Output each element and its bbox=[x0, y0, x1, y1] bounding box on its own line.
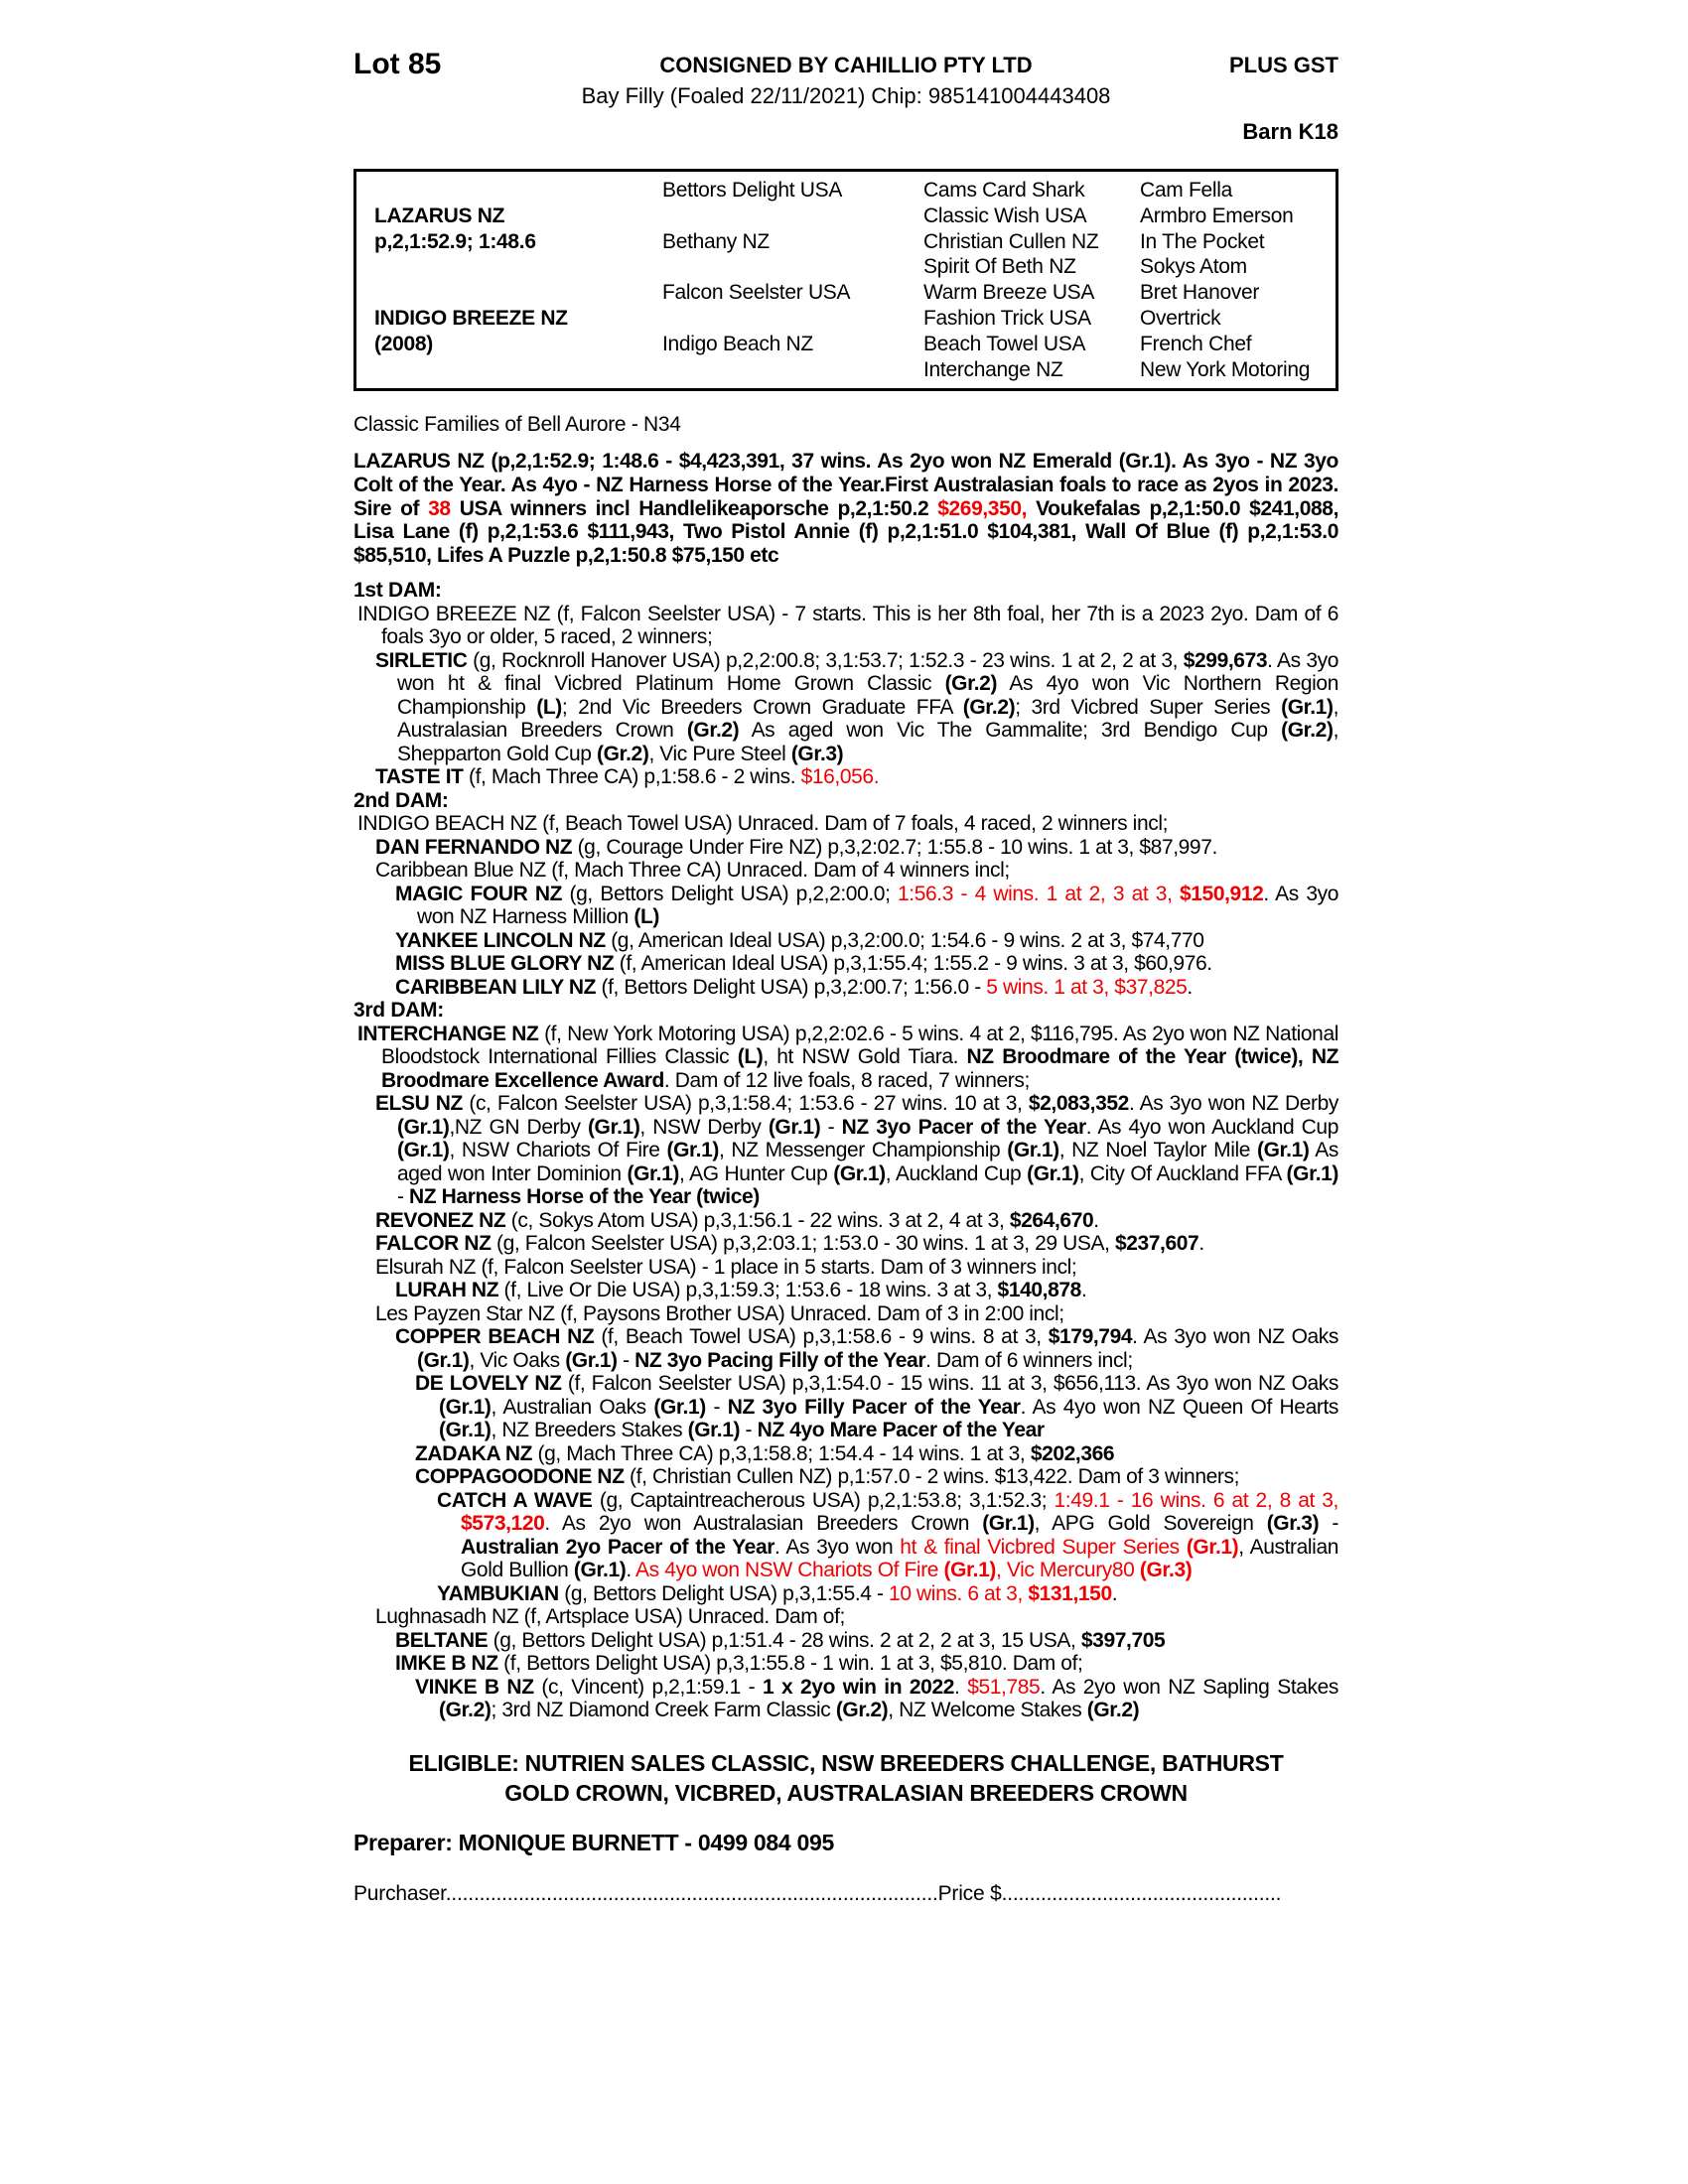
text-run: (Gr.1) bbox=[687, 1419, 741, 1442]
pedigree-cell-gp: Warm Breeze USA bbox=[923, 281, 1095, 305]
text-run: As aged won Inter Dominion bbox=[397, 1139, 1339, 1185]
preparer-line: Preparer: MONIQUE BURNETT - 0499 084 095 bbox=[353, 1829, 834, 1855]
pedigree-line bbox=[353, 1629, 1338, 1653]
text-run: - bbox=[705, 1395, 728, 1419]
dam-heading: 2nd DAM: bbox=[353, 788, 449, 812]
sire-summary bbox=[353, 450, 1338, 567]
text-run: $51,785 bbox=[967, 1675, 1041, 1699]
text-run: $202,366 bbox=[1030, 1441, 1115, 1465]
text-run: (f, New York Motoring USA) p,2,2:02.6 - 5 wins. 4 at 2, $116,795. As 2yo won NZ National Bloodstock International Fillies Classic bbox=[381, 1022, 1339, 1069]
text-run: (Gr.1) bbox=[587, 1115, 640, 1139]
text-run: (Gr.1) bbox=[1027, 1161, 1079, 1185]
text-run: 1 x 2yo win in 2022 bbox=[762, 1675, 955, 1699]
pedigree-line bbox=[353, 976, 1338, 1000]
text-run: (L) bbox=[633, 905, 659, 929]
text-run: (Gr.1) bbox=[768, 1115, 821, 1139]
text-run: As 4yo won Vic Northern Region Championship bbox=[397, 672, 1338, 719]
text-run: IMKE B NZ bbox=[395, 1652, 498, 1676]
text-run: (f, Beach Towel USA) p,3,1:58.6 - 9 wins. 8 at 3, bbox=[594, 1325, 1049, 1349]
text-run: (Gr.2) bbox=[1281, 719, 1334, 743]
text-run: (c, Sokys Atom USA) p,3,1:56.1 - 22 wins. 3 at 2, 4 at 3, bbox=[505, 1208, 1010, 1232]
pedigree-line bbox=[353, 649, 1338, 766]
text-run: . As 3yo won bbox=[774, 1535, 901, 1559]
text-run: . Dam of 12 live foals, 8 raced, 7 winners; bbox=[663, 1068, 1030, 1092]
text-run: . bbox=[1111, 1581, 1118, 1605]
pedigree-line bbox=[353, 1302, 1338, 1326]
text-run: $16,056. bbox=[800, 765, 880, 789]
pedigree-line bbox=[353, 952, 1338, 976]
text-run: ; 3rd NZ Diamond Creek Farm Classic bbox=[491, 1699, 836, 1722]
text-run: Voukefalas p,2,1:50.0 $241,088, Lisa Lane (f) p,2,1:53.6 $111,943, Two Pistol Annie (f) p,2,1:51.0 $104,381, Wall Of Blue (f) p,2,1:53.0 $85,510, Lifes A Puzzle p,2,1:50.8 $75,150 etc bbox=[353, 496, 1338, 567]
text-run: YANKEE LINCOLN NZ bbox=[395, 928, 606, 952]
text-run: Elsurah NZ (f, Falcon Seelster USA) - 1 place in 5 starts. Dam of 3 winners incl; bbox=[375, 1255, 1077, 1279]
text-run: $2,083,352 bbox=[1028, 1092, 1129, 1116]
text-run: , Australian Oaks bbox=[491, 1395, 654, 1419]
dam-name: INDIGO BREEZE NZ bbox=[374, 306, 568, 330]
text-run: (Gr.1) bbox=[1286, 1161, 1338, 1185]
text-run: . As 3yo won NZ Harness Million bbox=[417, 882, 1339, 929]
consignor-line: CONSIGNED BY CAHILLIO PTY LTD bbox=[659, 53, 1033, 77]
text-run: (Gr.3) bbox=[1139, 1559, 1193, 1582]
text-run: (Gr.2) bbox=[835, 1699, 889, 1722]
text-run: , NZ Breeders Stakes bbox=[491, 1419, 688, 1442]
text-run: Australian 2yo Pacer of the Year bbox=[461, 1535, 775, 1559]
text-run: , Australian Gold Bullion bbox=[461, 1535, 1339, 1582]
text-run: 10 wins. 6 at 3, bbox=[889, 1581, 1029, 1605]
price-label: Price $ bbox=[937, 1881, 1002, 1905]
text-run: (g, Mach Three CA) p,3,1:58.8; 1:54.4 - 14 wins. 1 at 3, bbox=[532, 1441, 1031, 1465]
text-run: (Gr.1) bbox=[653, 1395, 706, 1419]
text-run: , NSW Chariots Of Fire bbox=[449, 1139, 667, 1162]
text-run: $299,673 bbox=[1183, 648, 1268, 672]
text-run: ELSU NZ bbox=[375, 1092, 463, 1116]
pedigree-cell-gp: Christian Cullen NZ bbox=[923, 229, 1099, 253]
text-run: LURAH NZ bbox=[395, 1279, 499, 1302]
text-run: . bbox=[626, 1559, 636, 1582]
text-run: INDIGO BEACH NZ (f, Beach Towel USA) Unraced. Dam of 7 foals, 4 raced, 2 winners incl; bbox=[357, 812, 1169, 836]
text-run: ; 2nd Vic Breeders Crown Graduate FFA bbox=[561, 695, 963, 719]
text-run: (g, Courage Under Fire NZ) p,3,2:02.7; 1:55.8 - 10 wins. 1 at 3, $87,997. bbox=[572, 835, 1217, 859]
text-run: . bbox=[1187, 975, 1193, 999]
header-center bbox=[353, 40, 1338, 109]
text-run: (f, American Ideal USA) p,3,1:55.4; 1:55.2 - 9 wins. 3 at 3, $60,976. bbox=[614, 952, 1212, 976]
text-run: (Gr.1) bbox=[833, 1161, 886, 1185]
text-run: (f, Live Or Die USA) p,3,1:59.3; 1:53.6 - 18 wins. 3 at 3, bbox=[498, 1279, 998, 1302]
text-run: (g, American Ideal USA) p,3,2:00.0; 1:54.6 - 9 wins. 2 at 3, $74,770 bbox=[605, 928, 1204, 952]
pedigree-line bbox=[353, 1676, 1338, 1722]
dam-heading: 3rd DAM: bbox=[353, 999, 444, 1023]
pedigree-cell-ggp: New York Motoring bbox=[1140, 357, 1311, 381]
barn-number: Barn K18 bbox=[1242, 119, 1338, 144]
text-run: (f, Christian Cullen NZ) p,1:57.0 - 2 wins. $13,422. Dam of 3 winners; bbox=[624, 1465, 1240, 1489]
text-run: (Gr.1) bbox=[1281, 695, 1334, 719]
page-header bbox=[353, 40, 1338, 161]
pedigree-line bbox=[353, 1465, 1338, 1489]
text-run: YAMBUKIAN bbox=[437, 1581, 559, 1605]
text-run: - bbox=[820, 1115, 842, 1139]
text-run: $573,120 bbox=[461, 1512, 545, 1536]
text-run: (Gr.2) bbox=[439, 1699, 492, 1722]
text-run: ht & final Vicbred Super Series bbox=[900, 1535, 1187, 1559]
text-run: NZ Harness Horse of the Year (twice) bbox=[409, 1185, 760, 1209]
pedigree-cell-gp: Interchange NZ bbox=[923, 357, 1063, 381]
text-run: (g, Rocknroll Hanover USA) p,2,2:00.8; 3,1:53.7; 1:52.3 - 23 wins. 1 at 2, 2 at 3, bbox=[467, 648, 1184, 672]
text-run: (Gr.1) bbox=[439, 1419, 492, 1442]
text-run: 1:56.3 - 4 wins. 1 at 2, 3 at 3, bbox=[898, 882, 1180, 905]
pedigree-cell-sire-dam: Bethany NZ bbox=[662, 229, 770, 253]
text-run: . bbox=[1198, 1232, 1204, 1256]
text-run: . bbox=[954, 1675, 968, 1699]
pedigree-line bbox=[353, 1582, 1338, 1606]
pedigree-cell-ggp: In The Pocket bbox=[1140, 229, 1265, 253]
text-run: MISS BLUE GLORY NZ bbox=[395, 952, 615, 976]
pedigree-line bbox=[353, 765, 1338, 789]
catalog-page bbox=[353, 40, 1338, 1906]
text-run: (Gr.2) bbox=[1086, 1699, 1140, 1722]
text-run: NZ 3yo Pacer of the Year bbox=[841, 1115, 1086, 1139]
text-run: , NZ Welcome Stakes bbox=[888, 1699, 1087, 1722]
text-run: , Vic Pure Steel bbox=[648, 742, 791, 765]
pedigree-cell-gp: Spirit Of Beth NZ bbox=[923, 255, 1076, 279]
text-run: , NSW Derby bbox=[639, 1115, 769, 1139]
text-run: (f, Bettors Delight USA) p,3,1:55.8 - 1 win. 1 at 3, $5,810. Dam of; bbox=[497, 1652, 1083, 1676]
text-run: (Gr.1) bbox=[573, 1559, 627, 1582]
text-run: (c, Falcon Seelster USA) p,3,1:58.4; 1:53.6 - 27 wins. 10 at 3, bbox=[462, 1092, 1029, 1116]
text-run: . As 3yo won NZ Derby bbox=[1128, 1092, 1338, 1116]
pedigree-line bbox=[353, 1279, 1338, 1302]
text-run: . bbox=[1080, 1279, 1087, 1302]
text-run: , Shepparton Gold Cup bbox=[397, 719, 1338, 765]
text-run: (Gr.1) bbox=[943, 1559, 996, 1582]
text-run: DAN FERNANDO NZ bbox=[375, 835, 573, 859]
text-run: USA winners incl Handlelikeaporsche p,2,1:50.2 bbox=[450, 496, 938, 520]
pedigree-line bbox=[353, 1256, 1338, 1280]
text-run: . As 3yo won ht & final Vicbred Platinum Home Grown Classic bbox=[397, 648, 1338, 696]
text-run: COPPER BEACH NZ bbox=[395, 1325, 595, 1349]
classic-family-note: Classic Families of Bell Aurore - N34 bbox=[353, 413, 681, 437]
pedigree-cell-ggp: Armbro Emerson bbox=[1140, 204, 1294, 227]
lot-number: Lot 85 bbox=[353, 48, 442, 80]
price-dotted-leader: .................................................. bbox=[1001, 1881, 1282, 1905]
pedigree-line bbox=[353, 1023, 1338, 1093]
text-run: - bbox=[397, 1185, 410, 1209]
plus-gst-label: PLUS GST bbox=[1228, 53, 1338, 77]
dam-sections bbox=[353, 579, 1338, 1722]
text-run: NZ 4yo Mare Pacer of the Year bbox=[757, 1419, 1045, 1442]
text-run: As aged won Vic The Gammalite; 3rd Bendigo Cup bbox=[739, 719, 1282, 743]
text-run: (Gr.1) bbox=[397, 1115, 450, 1139]
pedigree-table bbox=[353, 169, 1338, 391]
text-run: INTERCHANGE NZ bbox=[357, 1022, 539, 1045]
text-run: ; 3rd Vicbred Super Series bbox=[1015, 695, 1282, 719]
text-run: , AG Hunter Cup bbox=[678, 1161, 834, 1185]
text-run: , Vic Oaks bbox=[469, 1348, 566, 1372]
pedigree-line bbox=[353, 1652, 1338, 1676]
text-run: NZ Broodmare of the Year (twice), NZ Broodmare Excellence Award bbox=[381, 1045, 1339, 1092]
text-run: . As 4yo won Auckland Cup bbox=[1085, 1115, 1338, 1139]
text-run: , Australasian Breeders Crown bbox=[397, 695, 1338, 743]
text-run: (g, Bettors Delight USA) p,3,1:55.4 - bbox=[558, 1581, 890, 1605]
text-run: . bbox=[1093, 1208, 1099, 1232]
text-run: $131,150 bbox=[1028, 1581, 1112, 1605]
text-run: , NZ Messenger Championship bbox=[718, 1139, 1008, 1162]
pedigree-line bbox=[353, 929, 1338, 953]
text-run: NZ 3yo Pacing Filly of the Year bbox=[634, 1348, 926, 1372]
text-run: BELTANE bbox=[395, 1628, 489, 1652]
text-run: (g, Falcon Seelster USA) p,3,2:03.1; 1:53.0 - 30 wins. 1 at 3, 29 USA, bbox=[491, 1232, 1115, 1256]
text-run: VINKE B NZ bbox=[415, 1675, 534, 1699]
text-run: $140,878 bbox=[997, 1279, 1081, 1302]
pedigree-line bbox=[353, 859, 1338, 883]
text-run: , City Of Auckland FFA bbox=[1078, 1161, 1287, 1185]
pedigree-line bbox=[353, 1489, 1338, 1582]
text-run: MAGIC FOUR NZ bbox=[395, 882, 563, 905]
text-run: . Dam of 6 winners incl; bbox=[925, 1348, 1133, 1372]
dam-foaling-year: (2008) bbox=[374, 332, 433, 355]
text-run: REVONEZ NZ bbox=[375, 1208, 506, 1232]
pedigree-line bbox=[353, 1209, 1338, 1233]
text-run: 38 bbox=[428, 496, 451, 520]
text-run: (Gr.1) bbox=[439, 1395, 492, 1419]
text-run: (f, Bettors Delight USA) p,3,2:00.7; 1:56.0 - bbox=[596, 975, 987, 999]
text-run: ,NZ GN Derby bbox=[449, 1115, 588, 1139]
text-run: - bbox=[617, 1348, 635, 1372]
dam-heading: 1st DAM: bbox=[353, 579, 442, 603]
text-run: (Gr.1) bbox=[1007, 1139, 1059, 1162]
text-run: CATCH A WAVE bbox=[437, 1488, 593, 1512]
pedigree-cell-gp: Classic Wish USA bbox=[923, 204, 1087, 227]
purchaser-label: Purchaser bbox=[353, 1881, 446, 1905]
text-run: (Gr.3) bbox=[790, 742, 844, 765]
text-run: . As 2yo won Australasian Breeders Crown bbox=[544, 1512, 983, 1536]
text-run: , Auckland Cup bbox=[885, 1161, 1028, 1185]
text-run: TASTE IT bbox=[375, 765, 464, 789]
eligibility-note bbox=[353, 1748, 1338, 1808]
pedigree-line bbox=[353, 836, 1338, 860]
pedigree-cell-dam-dam: Indigo Beach NZ bbox=[662, 332, 813, 355]
text-run: (Gr.1) bbox=[417, 1348, 470, 1372]
text-run: ZADAKA NZ bbox=[415, 1441, 533, 1465]
text-run: (Gr.1) bbox=[1186, 1535, 1239, 1559]
pedigree-cell-sire-sire: Bettors Delight USA bbox=[662, 179, 843, 202]
text-run: $264,670 bbox=[1009, 1208, 1094, 1232]
text-run: (L) bbox=[737, 1045, 764, 1069]
text-run: (c, Vincent) p,2,1:59.1 - bbox=[533, 1675, 763, 1699]
text-run: . As 2yo won NZ Sapling Stakes bbox=[1040, 1675, 1339, 1699]
pedigree-cell-gp: Fashion Trick USA bbox=[923, 306, 1091, 330]
pedigree-cell-gp: Cams Card Shark bbox=[923, 179, 1085, 202]
pedigree-cell-ggp: Cam Fella bbox=[1140, 179, 1232, 202]
pedigree-line bbox=[353, 1372, 1338, 1442]
pedigree-line bbox=[353, 603, 1338, 649]
purchaser-dotted-leader: ........................................................................................ bbox=[445, 1881, 938, 1905]
text-run: (Gr.1) bbox=[982, 1512, 1035, 1536]
text-run: Les Payzen Star NZ (f, Paysons Brother USA) Unraced. Dam of 3 in 2:00 incl; bbox=[375, 1301, 1064, 1325]
purchaser-price-line bbox=[353, 1882, 1338, 1906]
sire-name: LAZARUS NZ bbox=[374, 204, 505, 227]
text-run: , Vic Mercury80 bbox=[995, 1559, 1140, 1582]
text-run: (Gr.2) bbox=[596, 742, 649, 765]
text-run: SIRLETIC bbox=[375, 648, 468, 672]
text-run: Caribbean Blue NZ (f, Mach Three CA) Unraced. Dam of 4 winners incl; bbox=[375, 859, 1010, 883]
pedigree-cell-dam-sire: Falcon Seelster USA bbox=[662, 281, 851, 305]
text-run: $397,705 bbox=[1080, 1628, 1166, 1652]
text-run: CARIBBEAN LILY NZ bbox=[395, 975, 597, 999]
pedigree-line bbox=[353, 1325, 1338, 1372]
text-run: - bbox=[740, 1419, 758, 1442]
horse-description: Bay Filly (Foaled 22/11/2021) Chip: 985141004443408 bbox=[581, 83, 1111, 108]
text-run: (Gr.2) bbox=[962, 695, 1016, 719]
pedigree-cell-gp: Beach Towel USA bbox=[923, 332, 1086, 355]
text-run: Lughnasadh NZ (f, Artsplace USA) Unraced. Dam of; bbox=[375, 1605, 845, 1629]
text-run: (Gr.3) bbox=[1266, 1512, 1320, 1536]
text-run: . As 4yo won NZ Queen Of Hearts bbox=[1020, 1395, 1338, 1419]
text-run: LAZARUS NZ (p,2,1:52.9; 1:48.6 - $4,423,391, 37 wins. As 2yo won NZ Emerald (Gr.1). As 3yo - NZ 3yo Colt of the Year. As 4yo - NZ Harness Horse of the Year.First Australasian foals to race as 2yos in 2023. Sire of bbox=[353, 450, 1338, 520]
text-run: - bbox=[1319, 1512, 1338, 1536]
text-run: (f, Falcon Seelster USA) p,3,1:54.0 - 15 wins. 11 at 3, $656,113. As 3yo won NZ Oaks bbox=[561, 1372, 1338, 1396]
text-run: $269,350, bbox=[937, 496, 1028, 520]
text-run: INDIGO BREEZE NZ (f, Falcon Seelster USA) - 7 starts. This is her 8th foal, her 7th is a 2023 2yo. Dam of 6 foals 3yo or older, 5 raced, 2 winners; bbox=[357, 602, 1338, 649]
sire-record: p,2,1:52.9; 1:48.6 bbox=[374, 229, 536, 253]
pedigree-line bbox=[353, 1442, 1338, 1466]
text-run: (g, Captaintreacherous USA) p,2,1:53.8; 3,1:52.3; bbox=[592, 1488, 1055, 1512]
text-run: (Gr.2) bbox=[944, 672, 998, 696]
text-run: $237,607 bbox=[1114, 1232, 1199, 1256]
text-run: (g, Bettors Delight USA) p,2,2:00.0; bbox=[562, 882, 899, 905]
pedigree-cell-ggp: French Chef bbox=[1140, 332, 1252, 355]
text-run: , ht NSW Gold Tiara. bbox=[763, 1045, 967, 1069]
text-run: (L) bbox=[536, 695, 562, 719]
text-run: (Gr.2) bbox=[686, 719, 740, 743]
text-run: (Gr.1) bbox=[565, 1348, 618, 1372]
text-run: , NZ Noel Taylor Mile bbox=[1058, 1139, 1258, 1162]
pedigree-line bbox=[353, 1092, 1338, 1209]
text-run: , APG Gold Sovereign bbox=[1034, 1512, 1267, 1536]
text-run: . As 3yo won NZ Oaks bbox=[1132, 1325, 1338, 1349]
text-run: 5 wins. 1 at 3, $37,825 bbox=[986, 975, 1188, 999]
text-run: COPPAGOODONE NZ bbox=[415, 1465, 625, 1489]
pedigree-line bbox=[353, 812, 1338, 836]
pedigree-line bbox=[353, 883, 1338, 929]
text-run: FALCOR NZ bbox=[375, 1232, 492, 1256]
eligibility-line-1: ELIGIBLE: NUTRIEN SALES CLASSIC, NSW BREEDERS CHALLENGE, BATHURST bbox=[408, 1749, 1284, 1776]
text-run: (Gr.1) bbox=[1257, 1139, 1310, 1162]
text-run: 1:49.1 - 16 wins. 6 at 2, 8 at 3, bbox=[1054, 1488, 1338, 1512]
eligibility-line-2: GOLD CROWN, VICBRED, AUSTRALASIAN BREEDERS CROWN bbox=[504, 1779, 1188, 1806]
text-run: (g, Bettors Delight USA) p,1:51.4 - 28 wins. 2 at 2, 2 at 3, 15 USA, bbox=[488, 1628, 1081, 1652]
text-run: As 4yo won NSW Chariots Of Fire bbox=[635, 1559, 944, 1582]
pedigree-cell-ggp: Sokys Atom bbox=[1140, 255, 1247, 279]
text-run: (Gr.1) bbox=[666, 1139, 719, 1162]
text-run: (Gr.1) bbox=[397, 1139, 450, 1162]
text-run: $179,794 bbox=[1048, 1325, 1133, 1349]
text-run: $150,912 bbox=[1180, 882, 1264, 905]
text-run: (Gr.1) bbox=[627, 1161, 679, 1185]
pedigree-cell-ggp: Bret Hanover bbox=[1140, 281, 1260, 305]
pedigree-cell-ggp: Overtrick bbox=[1140, 306, 1221, 330]
text-run: (f, Mach Three CA) p,1:58.6 - 2 wins. bbox=[463, 765, 801, 789]
text-run: NZ 3yo Filly Pacer of the Year bbox=[727, 1395, 1021, 1419]
pedigree-line bbox=[353, 1605, 1338, 1629]
text-run: DE LOVELY NZ bbox=[415, 1372, 562, 1396]
pedigree-line bbox=[353, 1232, 1338, 1256]
